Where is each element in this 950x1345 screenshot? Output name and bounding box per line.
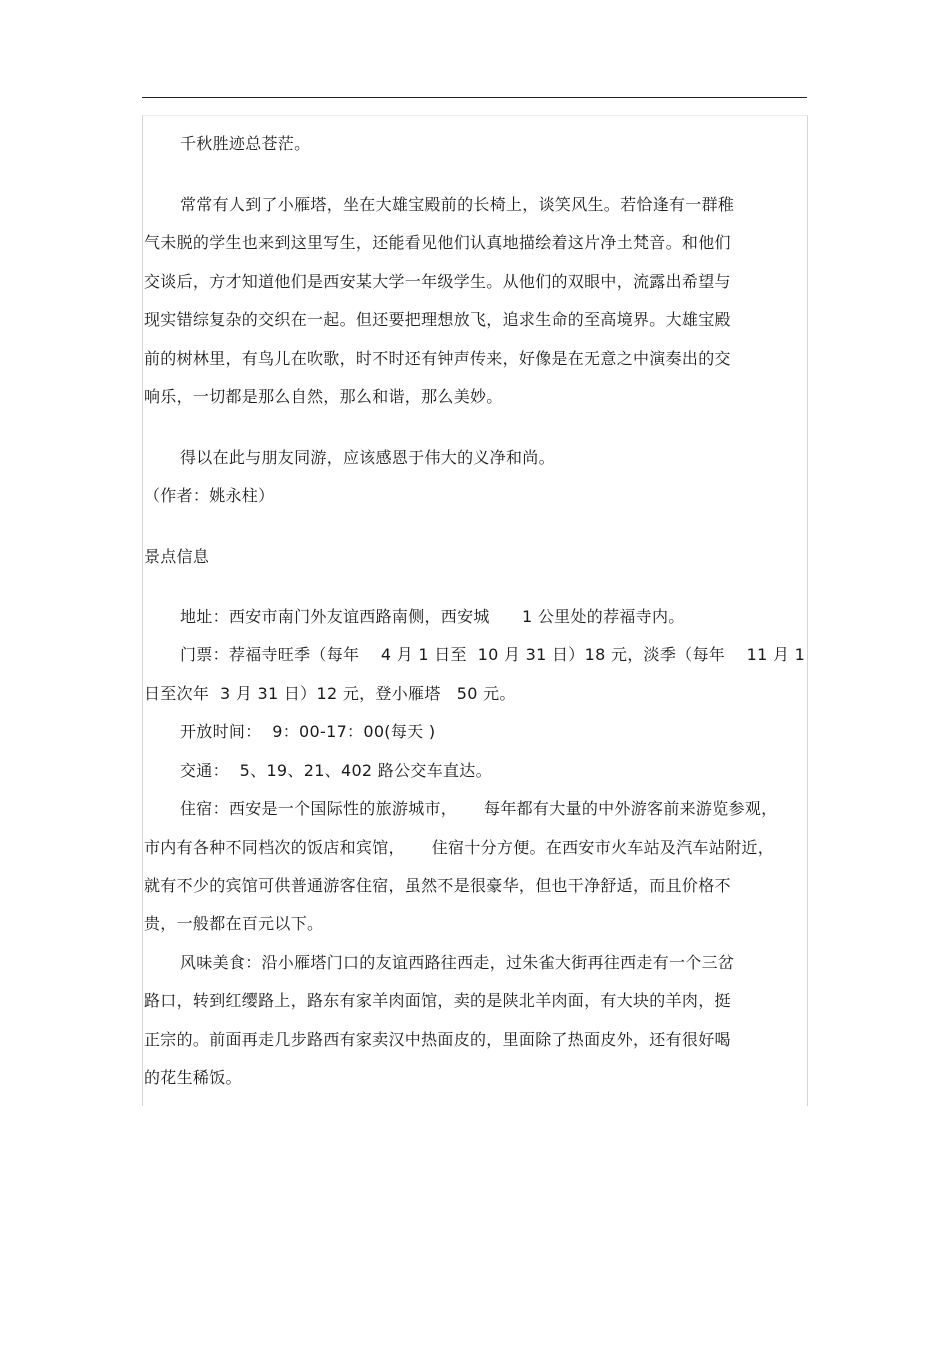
food-line: 正宗的。前面再走几步路西有家卖汉中热面皮的，里面除了热面皮外，还有很好喝 <box>144 1030 731 1049</box>
lodging-line: 市内有各种不同档次的饭店和宾馆， 住宿十分方便。在西安市火车站及汽车站附近， <box>144 838 775 857</box>
scene-paragraph-line: 现实错综复杂的交织在一起。但还要把理想放飞，追求生命的至高境界。大雄宝殿 <box>144 310 731 329</box>
scene-paragraph-line: 交谈后，方才知道他们是西安某大学一年级学生。从他们的双眼中，流露出希望与 <box>144 272 731 291</box>
ticket-line: 门票：荐福寺旺季（每年 4 月 1 日至 10 月 31 日）18 元，淡季（每年 11 月 1 <box>180 645 806 664</box>
lodging-line: 就有不少的宾馆可供普通游客住宿，虽然不是很豪华，但也干净舒适，而且价格不 <box>144 876 731 895</box>
gratitude-line: 得以在此与朋友同游，应该感恩于伟大的义净和尚。 <box>180 448 555 467</box>
transport-line: 交通： 5、19、21、402 路公交车直达。 <box>180 761 492 780</box>
closing-line: 千秋胜迹总苍茫。 <box>180 134 311 153</box>
header-rule <box>142 97 807 98</box>
food-line: 的花生稀饭。 <box>144 1068 242 1087</box>
scene-paragraph-line: 常常有人到了小雁塔，坐在大雄宝殿前的长椅上，谈笑风生。若恰逢有一群稚 <box>180 195 735 214</box>
author-credit: （作者：姚永柱） <box>144 486 275 505</box>
info-heading: 景点信息 <box>144 547 210 566</box>
address-line: 地址：西安市南门外友谊西路南侧，西安城 1 公里处的荐福寺内。 <box>180 607 685 626</box>
lodging-line: 贵，一般都在百元以下。 <box>144 914 324 933</box>
lodging-line: 住宿：西安是一个国际性的旅游城市， 每年都有大量的中外游客前来游览参观， <box>180 799 778 818</box>
scene-paragraph-line: 气未脱的学生也来到这里写生，还能看见他们认真地描绘着这片净土梵音。和他们 <box>144 233 731 252</box>
food-line: 路口，转到红缨路上，路东有家羊肉面馆，卖的是陕北羊肉面，有大块的羊肉，挺 <box>144 991 731 1010</box>
scene-paragraph-line: 前的树林里，有鸟儿在吹歌，时不时还有钟声传来，好像是在无意之中演奏出的交 <box>144 349 731 368</box>
food-line: 风味美食：沿小雁塔门口的友谊西路往西走，过朱雀大街再往西走有一个三岔 <box>180 953 735 972</box>
ticket-line: 日至次年 3 月 31 日）12 元，登小雁塔 50 元。 <box>144 684 516 703</box>
scene-paragraph-line: 响乐，一切都是那么自然，那么和谐，那么美妙。 <box>144 387 503 406</box>
hours-line: 开放时间： 9：00-17：00(每天 ) <box>180 722 436 741</box>
